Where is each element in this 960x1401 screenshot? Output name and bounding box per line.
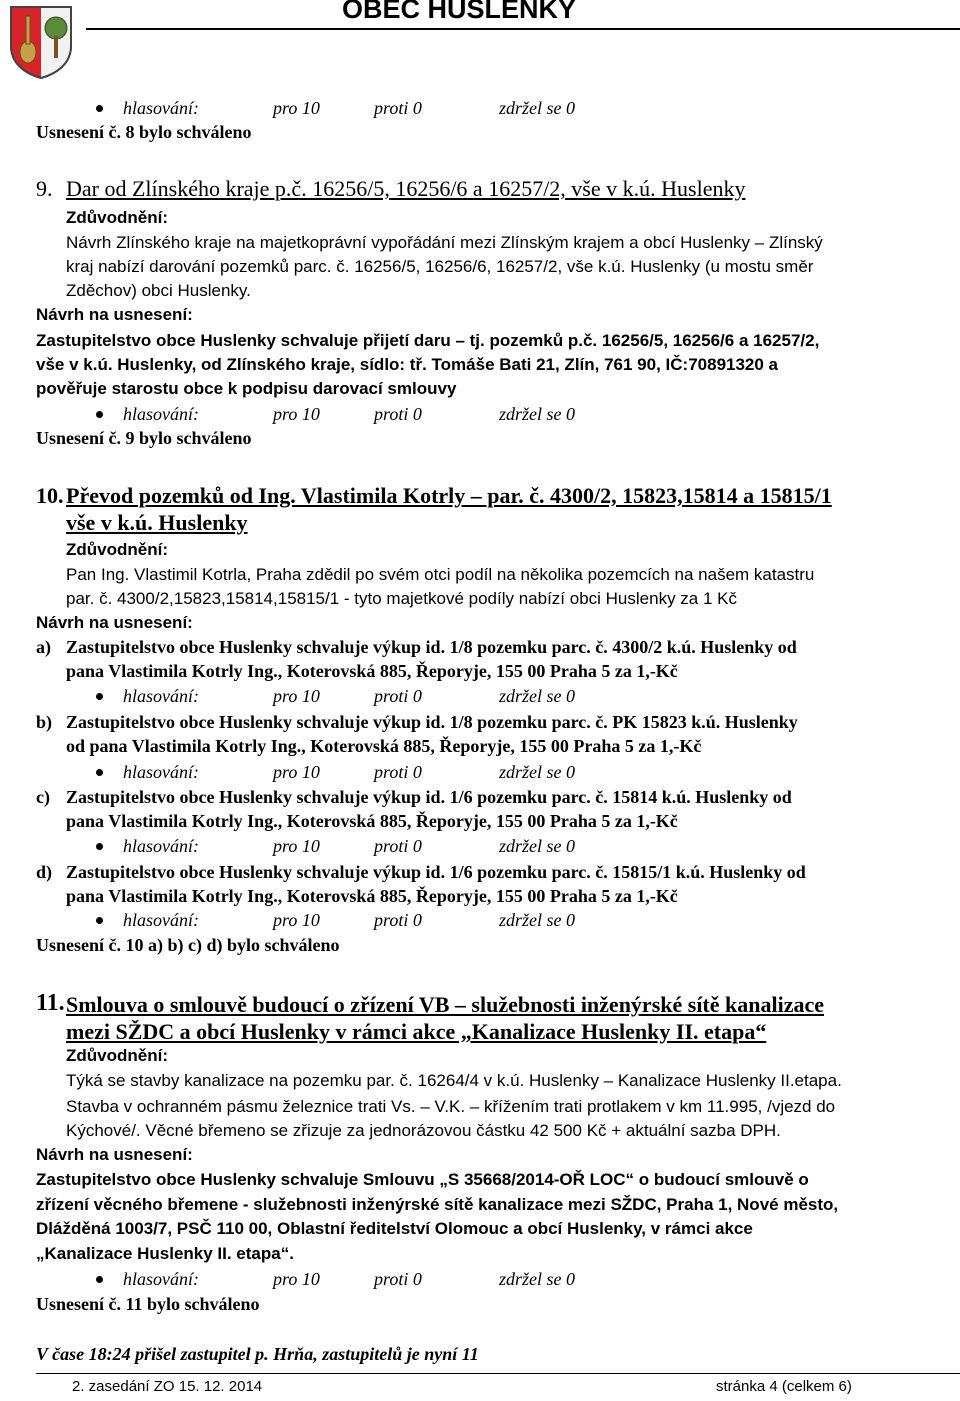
bullet-icon [96,105,103,112]
item-11-number: 11. [36,990,65,1016]
resolution-9: Usnesení č. 9 bylo schváleno [36,428,252,448]
subitem-letter: b) [36,712,53,732]
header-divider [86,28,960,30]
municipality-coat-of-arms [8,4,74,80]
resolution-8: Usnesení č. 8 bylo schváleno [36,122,252,142]
subitem-letter: c) [36,787,50,807]
item-9-reason-label: Zdůvodnění: [66,208,168,227]
bullet-icon [96,693,103,700]
item-10-reason-line: Pan Ing. Vlastimil Kotrla, Praha zdědil po svém otci podíl na několika pozemcích na našem katastru [66,565,815,584]
subitem-letter: d) [36,862,53,882]
item-11-reason-line: Týká se stavby kanalizace na pozemku par. č. 16264/4 v k.ú. Huslenky – Kanalizace Huslenky II.etapa. [66,1071,842,1090]
bullet-icon [96,843,103,850]
item-11-reason-label: Zdůvodnění: [66,1046,168,1065]
item-11-heading: mezi SŽDC a obcí Huslenky v rámci akce „Kanalizace Huslenky II. etapa“ [66,1019,767,1044]
item-11-proposal-line: Zastupitelstvo obce Huslenky schvaluje Smlouvu „S 35668/2014-OŘ LOC“ o budoucí smlouvě o [36,1170,809,1189]
subitem-line: Zastupitelstvo obce Huslenky schvaluje výkup id. 1/8 pozemku parc. č. 4300/2 k.ú. Huslenky od [66,637,797,657]
subitem-line: pana Vlastimila Kotrly Ing., Koterovská 885, Řeporyje, 155 00 Praha 5 za 1,-Kč [66,811,678,831]
item-10-heading: Převod pozemků od Ing. Vlastimila Kotrly – par. č. 4300/2, 15823,15814 a 15815/1 [66,483,832,508]
item-10-reason-label: Zdůvodnění: [66,540,168,559]
item-11-proposal-line: „Kanalizace Huslenky II. etapa“. [36,1244,294,1263]
bullet-icon [96,769,103,776]
subitem-line: pana Vlastimila Kotrly Ing., Koterovská 885, Řeporyje, 155 00 Praha 5 za 1,-Kč [66,886,678,906]
subitem-letter: a) [36,637,51,657]
item-9-reason-line: Zděchov) obci Huslenky. [66,281,251,300]
item-11-heading: Smlouva o smlouvě budoucí o zřízení VB – služebnosti inženýrské sítě kanalizace [66,992,825,1017]
item-11-proposal-label: Návrh na usnesení: [36,1145,193,1164]
item-11-reason-line: Kýchové/. Věcné břemeno se zřizuje za jednorázovou částku 42 500 Kč + aktuální sazba DPH. [66,1121,781,1140]
attendance-note: V čase 18:24 přišel zastupitel p. Hrňa, zastupitelů je nyní 11 [36,1344,479,1364]
item-9-proposal-line: vše v k.ú. Huslenky, od Zlínského kraje, sídlo: tř. Tomáše Bati 21, Zlín, 761 90, IČ:70891320 a [36,355,779,374]
item-9-reason-line: kraj nabízí darování pozemků parc. č. 16256/5, 16256/6, 16257/2, vše k.ú. Huslenky (u mostu směr [66,257,814,276]
item-11-proposal-line: zřízení věcného břemene - služebnosti inženýrské sítě kanalizace mezi SŽDC, Praha 1, Nové město, [36,1195,839,1214]
page-title: OBEC HUSLENKY [342,0,577,24]
footer-page-number: stránka 4 (celkem 6) [716,1378,852,1395]
footer-divider [36,1373,960,1374]
item-9-proposal-label: Návrh na usnesení: [36,305,193,324]
bullet-icon [96,1276,103,1283]
item-10-number: 10. [36,483,64,508]
item-9-proposal-line: Zastupitelstvo obce Huslenky schvaluje přijetí daru – tj. pozemků p.č. 16256/5, 16256/6 a 16257/2, [36,331,820,350]
item-10-proposal-label: Návrh na usnesení: [36,613,193,632]
item-9-heading: Dar od Zlínského kraje p.č. 16256/5, 16256/6 a 16257/2, vše v k.ú. Huslenky [66,176,746,201]
footer-meeting-date: 2. zasedání ZO 15. 12. 2014 [72,1378,263,1395]
item-9-number: 9. [36,176,53,201]
item-10-reason-line: par. č. 4300/2,15823,15814,15815/1 - tyto majetkové podíly nabízí obci Huslenky za 1 Kč [66,589,737,608]
item-11-reason-line: Stavba v ochranném pásmu železnice trati Vs. – V.K. – křížením trati protlakem v km 11.995, /vjezd do [66,1097,836,1116]
item-10-heading: vše v k.ú. Huslenky [66,510,248,535]
item-9-proposal-line: pověřuje starostu obce k podpisu darovací smlouvy [36,379,457,398]
subitem-line: Zastupitelstvo obce Huslenky schvaluje výkup id. 1/6 pozemku parc. č. 15814 k.ú. Huslenky od [66,787,792,807]
bullet-icon [96,411,103,418]
subitem-line: Zastupitelstvo obce Huslenky schvaluje výkup id. 1/8 pozemku parc. č. PK 15823 k.ú. Huslenky [66,712,798,732]
subitem-line: pana Vlastimila Kotrly Ing., Koterovská 885, Řeporyje, 155 00 Praha 5 za 1,-Kč [66,661,678,681]
subitem-line: Zastupitelstvo obce Huslenky schvaluje výkup id. 1/6 pozemku parc. č. 15815/1 k.ú. Huslenky od [66,862,806,882]
subitem-line: od pana Vlastimila Kotrly Ing., Koterovská 885, Řeporyje, 155 00 Praha 5 za 1,-Kč [66,736,702,756]
resolution-10: Usnesení č. 10 a) b) c) d) bylo schváleno [36,935,340,955]
item-11-proposal-line: Dlážděná 1003/7, PSČ 110 00, Oblastní ředitelství Olomouc a obcí Huslenky, v rámci akce [36,1219,753,1238]
bullet-icon [96,917,103,924]
item-9-reason-line: Návrh Zlínského kraje na majetkoprávní vypořádání mezi Zlínským krajem a obcí Huslenky – Zlínský [66,233,823,252]
resolution-11: Usnesení č. 11 bylo schváleno [36,1294,260,1314]
